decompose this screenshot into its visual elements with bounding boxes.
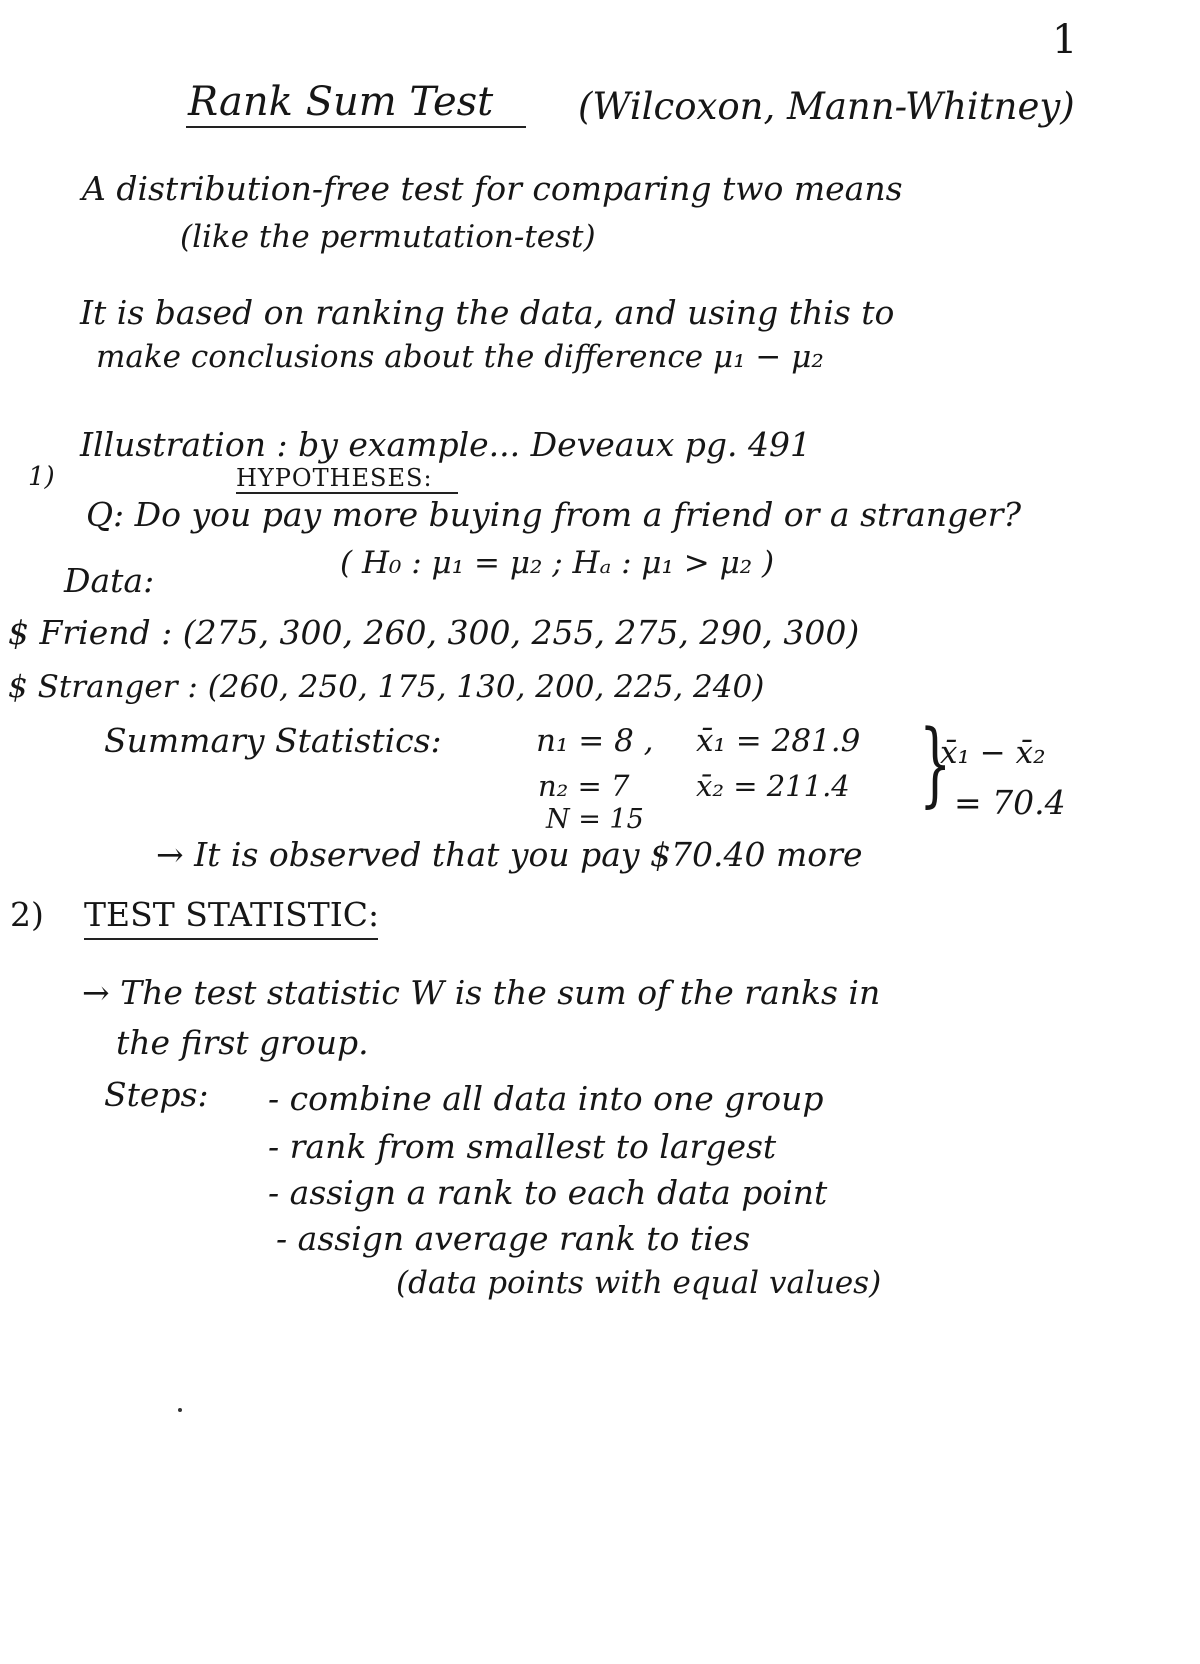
steps-note: (data points with equal values) xyxy=(396,1265,882,1301)
summary-n1: n₁ = 8 , xyxy=(536,723,654,759)
right-brace: } xyxy=(919,710,952,817)
step-item: - assign average rank to ties xyxy=(276,1219,751,1258)
summary-difference-label: x̄₁ − x̄₂ xyxy=(940,735,1046,771)
summary-difference-value: = 70.4 xyxy=(954,783,1066,822)
test-statistic-desc-1: → The test statistic W is the sum of the ranks in xyxy=(82,973,881,1012)
basis-line-2: make conclusions about the difference μ₁ − μ₂ xyxy=(96,339,824,375)
hypotheses-statement: ( H₀ : μ₁ = μ₂ ; Hₐ : μ₁ > μ₂ ) xyxy=(340,545,775,581)
steps-label: Steps: xyxy=(104,1075,209,1114)
title-underline xyxy=(186,126,526,128)
stranger-data: $ Stranger : (260, 250, 175, 130, 200, 225, 240) xyxy=(8,669,765,705)
title-aside: (Wilcoxon, Mann-Whitney) xyxy=(578,85,1075,128)
question-line: Q: Do you pay more buying from a friend or a stranger? xyxy=(86,495,1022,534)
hypotheses-underline xyxy=(236,492,458,494)
page-title: Rank Sum Test xyxy=(188,79,494,125)
summary-label: Summary Statistics: xyxy=(104,721,442,760)
hypotheses-heading: HYPOTHESES: xyxy=(236,464,433,492)
summary-xbar2: x̄₂ = 211.4 xyxy=(696,769,850,803)
step-item: - combine all data into one group xyxy=(268,1079,824,1118)
step-item: - rank from smallest to largest xyxy=(268,1127,777,1166)
data-label: Data: xyxy=(64,561,155,600)
stray-dot xyxy=(178,1408,182,1412)
step-item: - assign a rank to each data point xyxy=(268,1173,828,1212)
friend-data: $ Friend : (275, 300, 260, 300, 255, 275, 290, 300) xyxy=(8,613,860,652)
section-1-number: 1) xyxy=(28,462,55,492)
intro-line-2: (like the permutation-test) xyxy=(180,219,596,255)
test-statistic-desc-2: the first group. xyxy=(116,1023,369,1062)
basis-line-1: It is based on ranking the data, and using this to xyxy=(80,293,895,332)
summary-xbar1: x̄₁ = 281.9 xyxy=(696,723,861,759)
test-statistic-underline xyxy=(84,938,378,940)
test-statistic-heading: TEST STATISTIC: xyxy=(84,895,380,934)
section-2-number: 2) xyxy=(10,895,44,934)
illustration-line: Illustration : by example... Deveaux pg. 491 xyxy=(80,425,812,464)
page-number: 1 xyxy=(1052,17,1078,63)
intro-line-1: A distribution-free test for comparing two means xyxy=(82,169,903,208)
observation-line: → It is observed that you pay $70.40 more xyxy=(156,835,863,874)
summary-N: N = 15 xyxy=(546,804,644,835)
summary-n2: n₂ = 7 xyxy=(538,769,630,803)
